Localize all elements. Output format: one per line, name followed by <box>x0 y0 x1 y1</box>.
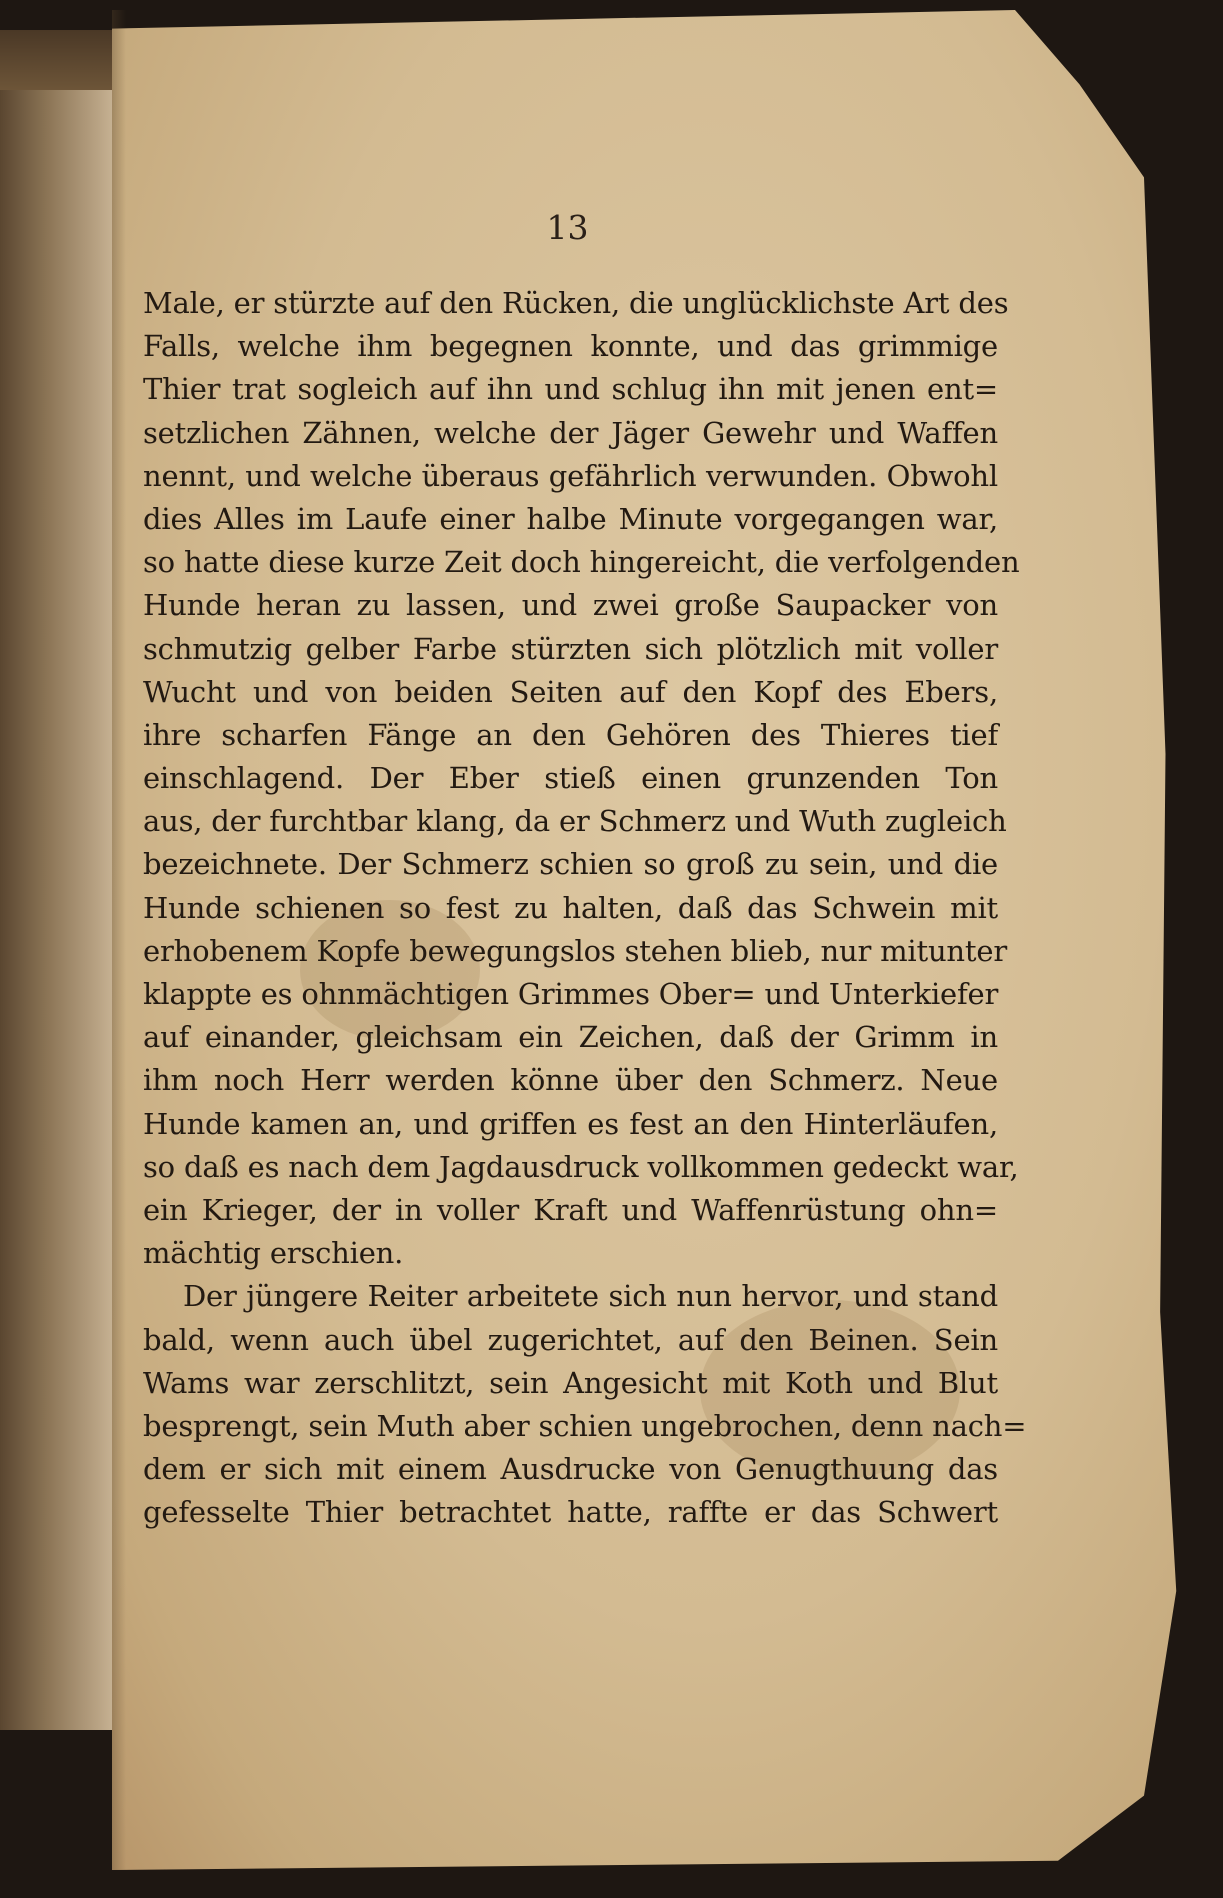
text-line: Falls, welche ihm begegnen konnte, und das grimmige <box>143 329 998 364</box>
text-line: ihm noch Herr werden könne über den Schmerz. Neue <box>143 1063 998 1098</box>
text-line: besprengt, sein Muth aber schien ungebrochen, denn nach= <box>143 1408 1027 1443</box>
text-line: Male, er stürzte auf den Rücken, die unglücklichste Art des <box>143 286 1009 320</box>
text-line: Hunde heran zu lassen, und zwei große Saupacker von <box>143 588 998 623</box>
paragraph-start-line: Der jüngere Reiter arbeitete sich nun hervor, und stand <box>183 1279 998 1314</box>
page-gutter-shadow <box>112 10 126 1870</box>
paragraph-end-line: mächtig erschien. <box>143 1236 404 1271</box>
text-line: setzlichen Zähnen, welche der Jäger Gewehr und Waffen <box>143 415 998 450</box>
text-line: Wucht und von beiden Seiten auf den Kopf des Ebers, <box>143 674 998 709</box>
text-line: bezeichnete. Der Schmerz schien so groß zu sein, und die <box>143 847 998 882</box>
page-number: 13 <box>546 208 589 247</box>
text-line: ein Krieger, der in voller Kraft und Waffenrüstung ohn= <box>143 1192 998 1227</box>
text-line: gefesselte Thier betrachtet hatte, raffte er das Schwert <box>143 1495 998 1530</box>
text-line: bald, wenn auch übel zugerichtet, auf den Beinen. Sein <box>143 1322 998 1357</box>
text-line: auf einander, gleichsam ein Zeichen, daß der Grimm in <box>143 1020 998 1055</box>
text-line: dem er sich mit einem Ausdrucke von Genugthuung das <box>143 1452 998 1487</box>
text-line: Wams war zerschlitzt, sein Angesicht mit Koth und Blut <box>143 1365 998 1400</box>
text-line: schmutzig gelber Farbe stürzten sich plötzlich mit voller <box>143 631 998 666</box>
text-line: ihre scharfen Fänge an den Gehören des Thieres tief <box>143 717 998 752</box>
text-line: Thier trat sogleich auf ihn und schlug ihn mit jenen ent= <box>143 372 998 407</box>
text-line: einschlagend. Der Eber stieß einen grunzenden Ton <box>143 761 998 796</box>
text-line: nennt, und welche überaus gefährlich verwunden. Obwohl <box>143 458 998 493</box>
text-line: klappte es ohnmächtigen Grimmes Ober= und Unterkiefer <box>143 977 999 1011</box>
text-line: aus, der furchtbar klang, da er Schmerz und Wuth zugleich <box>143 804 1007 839</box>
text-line: so hatte diese kurze Zeit doch hingereicht, die verfolgenden <box>143 545 1020 580</box>
body-text <box>143 282 1027 1534</box>
text-line: so daß es nach dem Jagdausdruck vollkommen gedeckt war, <box>143 1149 1019 1184</box>
text-line: Hunde kamen an, und griffen es fest an den Hinterläufen, <box>143 1106 998 1141</box>
text-line: erhobenem Kopfe bewegungslos stehen blieb, nur mitunter <box>143 933 1007 968</box>
book-cover-edge <box>0 30 122 1730</box>
text-line: dies Alles im Laufe einer halbe Minute vorgegangen war, <box>143 501 998 536</box>
text-line: Hunde schienen so fest zu halten, daß das Schwein mit <box>143 890 998 925</box>
